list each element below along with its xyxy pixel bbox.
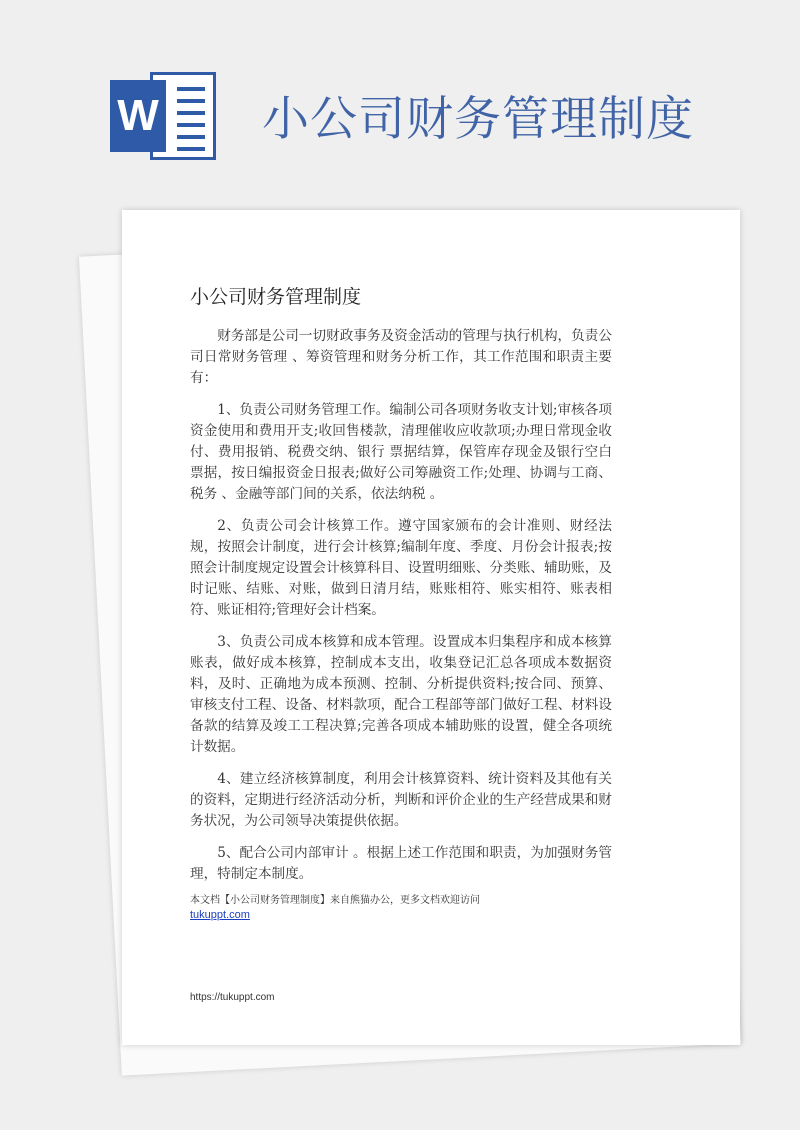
document-title: 小公司财务管理制度: [190, 286, 362, 308]
paragraph-3: 3、负责公司成本核算和成本管理。设置成本归集程序和成本核算账表，做好成本核算，控制成本支出，收集登记汇总各项成本数据资料，及时、正确地为成本预测、控制、分析提供资料;按合同、预算、审核支付工程、设备、材料款项，配合工程部等部门做好工程、材料设备款的结算及竣工工程决算;完善各项成本辅助账的设置，健全各项统计数据。: [190, 634, 612, 755]
paragraph-4: 4、建立经济核算制度，利用会计核算资料、统计资料及其他有关的资料，定期进行经济活动分析，判断和评价企业的生产经营成果和财务状况，为公司领导决策提供依据。: [190, 771, 612, 829]
source-note-text: 本文档【小公司财务管理制度】来自熊猫办公，更多文档欢迎访问: [190, 895, 480, 906]
word-icon: [110, 72, 216, 160]
paragraph-1: 1、负责公司财务管理工作。编制公司各项财务收支计划;审核各项资金使用和费用开支;收回售楼款，清理催收应收款项;办理日常现金收付、费用报销、税费交纳、银行 票据结算，保管库存现金及银行空白票据，按日编报资金日报表;做好公司筹融资工作;处理、协调与工商、税务 、金融等部门间的关系，依法纳税 。: [190, 402, 612, 502]
source-link[interactable]: tukuppt.com: [190, 909, 250, 921]
paragraph-5: 5、配合公司内部审计 。根据上述工作范围和职责，为加强财务管理，特制定本制度。: [190, 845, 612, 882]
document-page: [122, 210, 740, 1045]
header-title: 小公司财务管理制度: [262, 92, 694, 147]
paragraph-intro: 财务部是公司一切财政事务及资金活动的管理与执行机构，负责公司日常财务管理 、筹资管理和财务分析工作，其工作范围和职责主要有：: [190, 328, 612, 386]
paragraph-2: 2、负责公司会计核算工作。遵守国家颁布的会计准则、财经法规，按照会计制度，进行会计核算;编制年度、季度、月份会计报表;按照会计制度规定设置会计核算科目、设置明细账、分类账、辅助账，及时记账、结账、对账，做到日清月结，账账相符、账实相符、账表相符、账证相符;管理好会计档案。: [190, 518, 612, 618]
document-body: [190, 326, 612, 923]
footer-url: https://tukuppt.com: [190, 992, 275, 1003]
source-note: [190, 894, 612, 923]
word-letter: W: [110, 80, 166, 152]
